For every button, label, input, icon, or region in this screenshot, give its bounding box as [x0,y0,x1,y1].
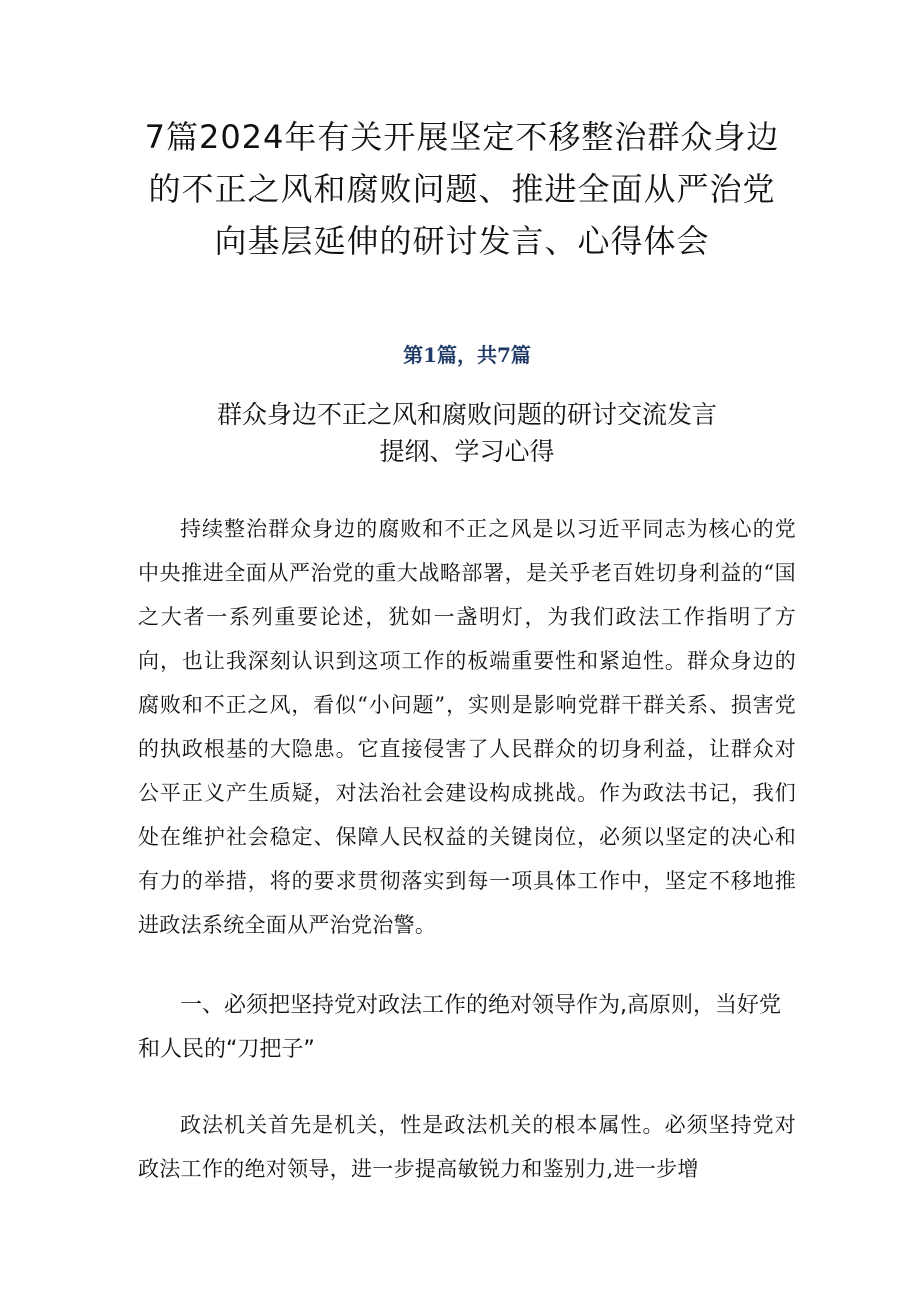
body-paragraph-1: 持续整治群众身边的腐败和不正之风是以习近平同志为核心的党中央推进全面从严治党的重大战略部署，是关乎老百姓切身利益的“国之大者一系列重要论述，犹如一盏明灯，为我们政法工作指明了方向，也让我深刻认识到这项工作的板端重要性和紧迫性。群众身边的腐败和不正之风，看似“小问题”，实则是影响党群干群关系、损害党的执政根基的大隐患。它直接侵害了人民群众的切身利益，让群众对公平正义产生质疑，对法治社会建设构成挑战。作为政法书记，我们处在维护社会稳定、保障人民权益的关键岗位，必须以坚定的决心和有力的举措，将的要求贯彻落实到每一项具体工作中，坚定不移地推进政法系统全面从严治党治警。 [138,517,796,937]
article-title [138,396,796,470]
document-title: 7篇2024年有关开展坚定不移整治群众身边的不正之风和腐败问题、推进全面从严治党向基层延伸的研讨发言、心得体会 [144,118,780,260]
section-counter: 第1篇，共7篇 [403,343,531,367]
article-title-line-2: 提纲、学习心得 [379,437,555,466]
article-title-line-1: 群众身边不正之风和腐败问题的研讨交流发言 [216,400,717,429]
body-paragraph-2: 政法机关首先是机关，性是政法机关的根本属性。必须坚持党对政法工作的绝对领导，进一步提高敏锐力和鉴别力,进一步增 [138,1113,796,1181]
section-heading-1: 一、必须把坚持党对政法工作的绝对领导作为,高原则，当好党和人民的“刀把子” [138,993,781,1062]
